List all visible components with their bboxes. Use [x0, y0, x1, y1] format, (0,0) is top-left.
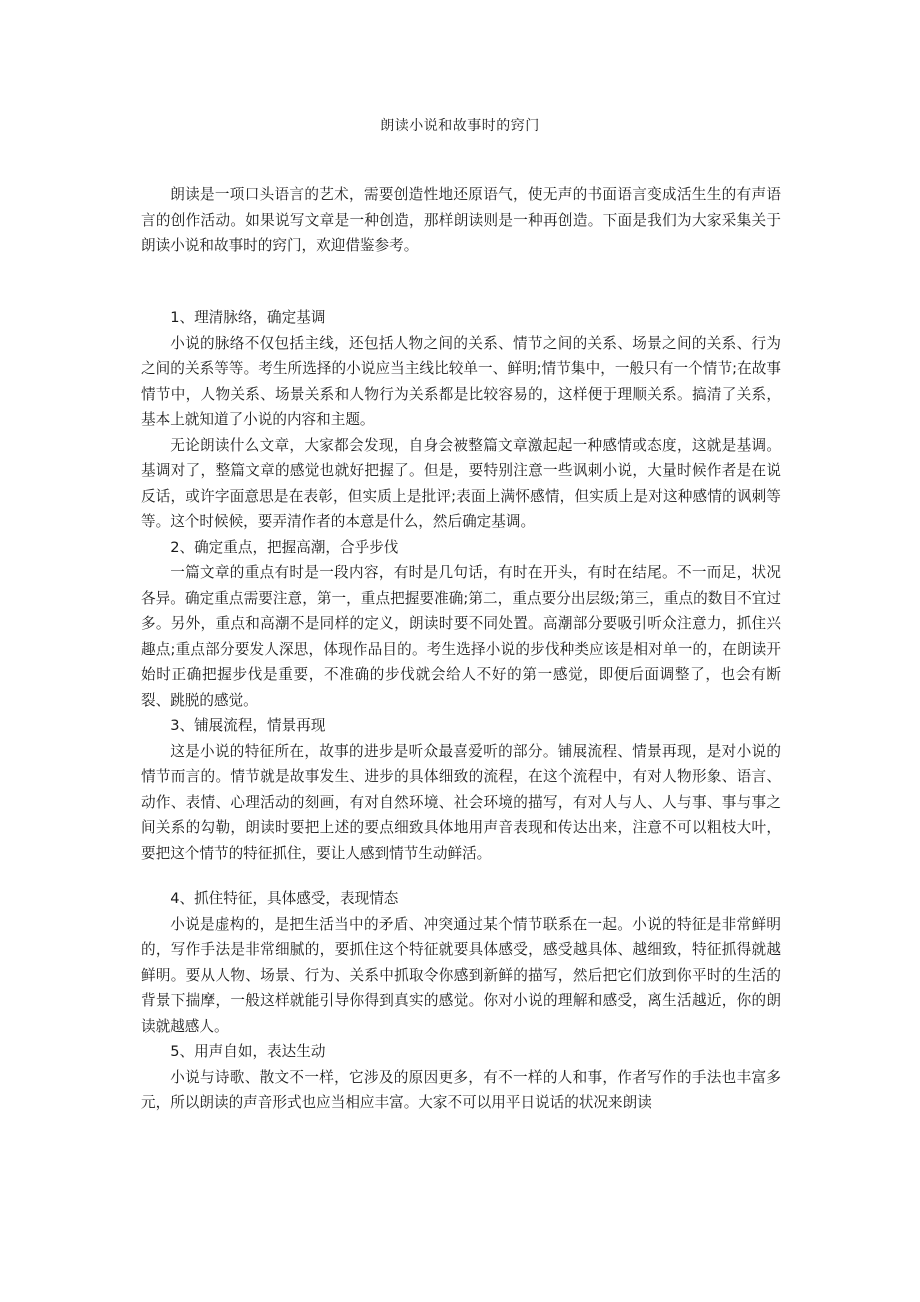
section-3-paragraph-1: 这是小说的特征所在，故事的进步是听众最喜爱听的部分。铺展流程、情景再现，是对小说的情节而言的。情节就是故事发生、进步的具体细致的流程，在这个流程中，有对人物形象、语言、动作、表情、心理活动的刻画，有对自然环境、社会环境的描写，有对人与人、人与事、事与事之间关系的勾勒，朗读时要把上述的要点细致具体地用声音表现和传达出来，注意不可以粗枝大叶，要把这个情节的特征抓住，要让人感到情节生动鲜活。 [141, 742, 781, 862]
section-heading-2: 2、确定重点，把握高潮，合乎步伐 [170, 538, 399, 556]
section-5-paragraph-1: 小说与诗歌、散文不一样，它涉及的原因更多，有不一样的人和事，作者写作的手法也丰富多元，所以朗读的声音形式也应当相应丰富。大家不可以用平日说话的状况来朗读 [141, 1068, 781, 1111]
section-1-paragraph-2: 无论朗读什么文章，大家都会发现，自身会被整篇文章激起起一种感情或态度，这就是基调。基调对了，整篇文章的感觉也就好把握了。但是，要特别注意一些讽刺小说，大量时候作者是在说反话，或许字面意思是在表彰，但实质上是批评;表面上满怀感情，但实质上是对这种感情的讽刺等等。这个时候候，要弄清作者的本意是什么，然后确定基调。 [141, 436, 781, 530]
spacer [141, 866, 781, 886]
document-title: 朗读小说和故事时的窍门 [380, 118, 540, 134]
section-1-paragraph-1: 小说的脉络不仅包括主线，还包括人物之间的关系、情节之间的关系、场景之间的关系、行为之间的关系等等。考生所选择的小说应当主线比较单一、鲜明;情节集中，一般只有一个情节;在故事情节中，人物关系、场景关系和人物行为关系都是比较容易的，这样便于理顺关系。搞清了关系，基本上就知道了小说的内容和主题。 [141, 334, 781, 428]
document-body [141, 182, 781, 1116]
section-heading-4: 4、抓住特征，具体感受，表现情态 [170, 890, 399, 907]
spacer [141, 259, 781, 285]
spacer [141, 284, 781, 305]
section-heading-3: 3、铺展流程，情景再现 [170, 717, 326, 734]
section-heading-1: 1、理清脉络，确定基调 [170, 309, 326, 326]
section-4-paragraph-1: 小说是虚构的，是把生活当中的矛盾、冲突通过某个情节联系在一起。小说的特征是非常鲜明的，写作手法是非常细腻的，要抓住这个特征就要具体感受，感受越具体、越细致，特征抓得就越鲜明。要从人物、场景、行为、关系中抓取令你感到新鲜的描写，然后把它们放到你平时的生活的背景下揣摩，一般这样就能引导你得到真实的感觉。你对小说的理解和感受，离生活越近，你的朗读就越感人。 [141, 915, 781, 1035]
section-2-paragraph-1: 一篇文章的重点有时是一段内容，有时是几句话，有时在开头，有时在结尾。不一而足，状况各异。确定重点需要注意，第一，重点把握要准确;第二，重点要分出层级;第三，重点的数目不宜过多。另外，重点和高潮不是同样的定义，朗读时要不同处置。高潮部分要吸引听众注意力，抓住兴趣点;重点部分要发人深思，体现作品目的。考生选择小说的步伐种类应该是相对单一的，在朗读开始时正确把握步伐是重要，不准确的步伐就会给人不好的第一感觉，即便后面调整了，也会有断裂、跳脱的感觉。 [141, 564, 781, 709]
section-heading-5: 5、用声自如，表达生动 [170, 1043, 326, 1060]
intro-paragraph: 朗读是一项口头语言的艺术，需要创造性地还原语气，使无声的书面语言变成活生生的有声语言的创作活动。如果说写文章是一种创造，那样朗读则是一种再创造。下面是我们为大家采集关于朗读小说和故事时的窍门，欢迎借鉴参考。 [141, 186, 781, 254]
